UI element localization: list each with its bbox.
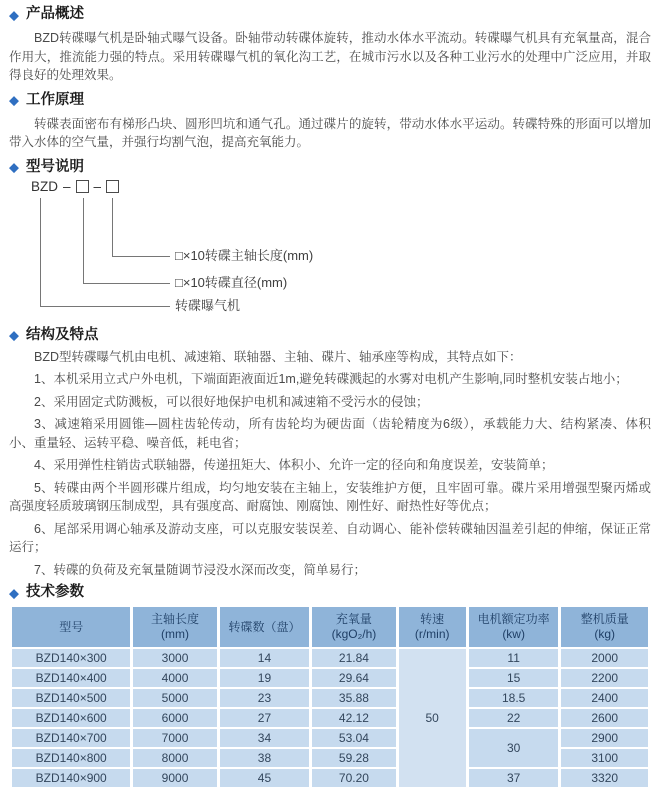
cell-weight: 3320 (560, 768, 650, 788)
header-unit: (kg) (594, 627, 616, 641)
header-unit: (kw) (502, 627, 525, 641)
cell-weight: 2900 (560, 728, 650, 748)
cell-discs: 23 (218, 688, 311, 708)
cell-oxygen: 59.28 (311, 748, 397, 768)
spec-row (11, 708, 650, 728)
feature-item-4: 4、采用弹性柱销齿式联轴器，传递扭矩大、体积小、允许一定的径向和角度误差，安装简单； (34, 458, 554, 472)
cell-model: BZD140×900 (11, 768, 132, 788)
cell-discs: 19 (218, 668, 311, 688)
dash: – (63, 179, 71, 194)
spec-row (11, 648, 650, 668)
cell-discs: 27 (218, 708, 311, 728)
overview-paragraph: BZD转碟曝气机是卧轴式曝气设备。卧轴带动转碟体旋转，推动水体水平流动。转碟曝气机具有充氧量高，混合作用大，推流能力强的特点。采用转碟曝气机的氧化沟工艺，在城市污水以及各种工业污水的处理中广泛应用，并取得良好的处理效果。 (9, 31, 651, 82)
header-label: 型号 (59, 619, 84, 634)
col-header-oxygen (311, 606, 397, 648)
cell-oxygen: 35.88 (311, 688, 397, 708)
diamond-icon: ◆ (9, 92, 19, 108)
model-shaft-length-label: □×10转碟主轴长度(mm) (175, 247, 314, 263)
cell-power-merged: 30 (467, 728, 560, 768)
feature-item-6: 6、尾部采用调心轴承及游动支座，可以克服安装误差、自动调心、能补偿转碟轴因温差引起的伸缩，保证正常运行； (9, 521, 651, 554)
diamond-icon: ◆ (9, 159, 19, 175)
model-diameter-label: □×10转碟直径(mm) (175, 274, 288, 290)
features-title (9, 326, 651, 344)
col-header-speed (397, 606, 467, 648)
cell-model: BZD140×500 (11, 688, 132, 708)
specs-title-text: 技术参数 (26, 584, 84, 600)
cell-shaft: 9000 (132, 768, 218, 788)
cell-power: 18.5 (467, 688, 560, 708)
feature-item-2: 2、采用固定式防溅板，可以很好地保护电机和减速箱不受污水的侵蚀； (34, 394, 429, 409)
cell-shaft: 7000 (132, 728, 218, 748)
model-code-diagram (9, 178, 651, 322)
cell-model: BZD140×600 (11, 708, 132, 728)
cell-weight: 2200 (560, 668, 650, 688)
cell-model: BZD140×400 (11, 668, 132, 688)
feature-item-1: 1、本机采用立式户外电机，下端面距液面近1m,避免转碟溅起的水雾对电机产生影响,同时整机安装占地小； (34, 372, 628, 386)
cell-discs: 38 (218, 748, 311, 768)
model-prefix: BZD (31, 179, 58, 194)
specs-title (9, 583, 651, 601)
cell-model: BZD140×800 (11, 748, 132, 768)
header-unit: (r/min) (414, 627, 450, 641)
header-label: 充氧量 (335, 612, 372, 626)
spec-row (11, 668, 650, 688)
diamond-icon: ◆ (9, 585, 19, 600)
overview-title-text: 产品概述 (26, 6, 84, 22)
col-header-discs (218, 606, 311, 648)
placeholder-box-diameter (76, 180, 89, 193)
cell-oxygen: 53.04 (311, 728, 397, 748)
section-features (9, 326, 651, 580)
feature-item-3: 3、减速箱采用圆锥—圆柱齿轮传动，所有齿轮均为硬齿面（齿轮精度为6级），承载能力大、结构紧凑、体积小、重量轻、运转平稳、噪音低，耗电省； (9, 417, 651, 450)
feature-item-5: 5、转碟由两个半圆形碟片组成，均匀地安装在主轴上，安装维护方便，且牢固可靠。碟片采用增强型聚丙烯或高强度轻质玻璃钢压制成型，具有强度高、耐腐蚀、刚腐蚀、刚性好、耐热性好等优点； (9, 480, 651, 513)
header-label: 电机额定功率 (477, 612, 550, 626)
spec-row (11, 688, 650, 708)
model-title (9, 158, 651, 176)
cell-shaft: 5000 (132, 688, 218, 708)
col-header-weight (560, 606, 650, 648)
specs-table-head (11, 606, 650, 648)
cell-weight: 2000 (560, 648, 650, 668)
section-specs (9, 583, 651, 789)
cell-discs: 34 (218, 728, 311, 748)
diamond-icon: ◆ (9, 327, 19, 343)
cell-shaft: 8000 (132, 748, 218, 768)
section-principle (9, 91, 651, 152)
cell-shaft: 6000 (132, 708, 218, 728)
cell-power: 22 (467, 708, 560, 728)
placeholder-box-shaft (106, 180, 119, 193)
cell-power: 37 (467, 768, 560, 788)
overview-title (9, 5, 651, 23)
cell-weight: 3100 (560, 748, 650, 768)
header-label: 主轴长度 (151, 612, 200, 626)
specs-table (9, 605, 651, 789)
cell-discs: 45 (218, 768, 311, 788)
header-label: 转碟数（盘） (228, 619, 301, 634)
cell-oxygen: 21.84 (311, 648, 397, 668)
col-header-shaft (132, 606, 218, 648)
cell-power: 11 (467, 648, 560, 668)
header-unit: (mm) (161, 627, 190, 641)
cell-oxygen: 42.12 (311, 708, 397, 728)
spec-row (11, 728, 650, 748)
cell-shaft: 4000 (132, 668, 218, 688)
header-label: 整机质量 (580, 612, 629, 626)
col-header-model (11, 606, 132, 648)
cell-speed-merged: 50 (397, 648, 467, 788)
model-title-text: 型号说明 (26, 158, 84, 175)
header-label: 转速 (420, 612, 445, 626)
dash: – (93, 179, 102, 194)
feature-item-7: 7、转碟的负荷及充氧量随调节浸没水深而改变，简单易行； (34, 562, 366, 577)
header-unit: (kgO₂/h) (331, 627, 377, 641)
spec-row (11, 768, 650, 788)
cell-oxygen: 70.20 (311, 768, 397, 788)
model-name-label: 转碟曝气机 (175, 297, 241, 313)
cell-oxygen: 29.64 (311, 668, 397, 688)
cell-weight: 2600 (560, 708, 650, 728)
principle-title (9, 91, 651, 109)
cell-model: BZD140×700 (11, 728, 132, 748)
principle-title-text: 工作原理 (26, 91, 84, 108)
cell-weight: 2400 (560, 688, 650, 708)
connector-line-shaft (112, 198, 170, 257)
features-title-text: 结构及特点 (26, 326, 99, 343)
diamond-icon: ◆ (9, 7, 19, 22)
model-code (31, 178, 119, 196)
cell-discs: 14 (218, 648, 311, 668)
col-header-power (467, 606, 560, 648)
cell-model: BZD140×300 (11, 648, 132, 668)
specs-table-body (11, 648, 650, 788)
features-intro: BZD型转碟曝气机由电机、减速箱、联轴器、主轴、碟片、轴承座等构成，其特点如下： (34, 349, 522, 364)
cell-power: 15 (467, 668, 560, 688)
section-overview (9, 5, 651, 85)
cell-shaft: 3000 (132, 648, 218, 668)
header-row (11, 606, 650, 648)
principle-paragraph: 转碟表面密布有梯形凸块、圆形凹坑和通气孔。通过碟片的旋转，带动水体水平运动。转碟特殊的形面可以增加带入水体的空气量，并强行均割气泡，提高充氧能力。 (9, 116, 651, 149)
section-model (9, 158, 651, 322)
